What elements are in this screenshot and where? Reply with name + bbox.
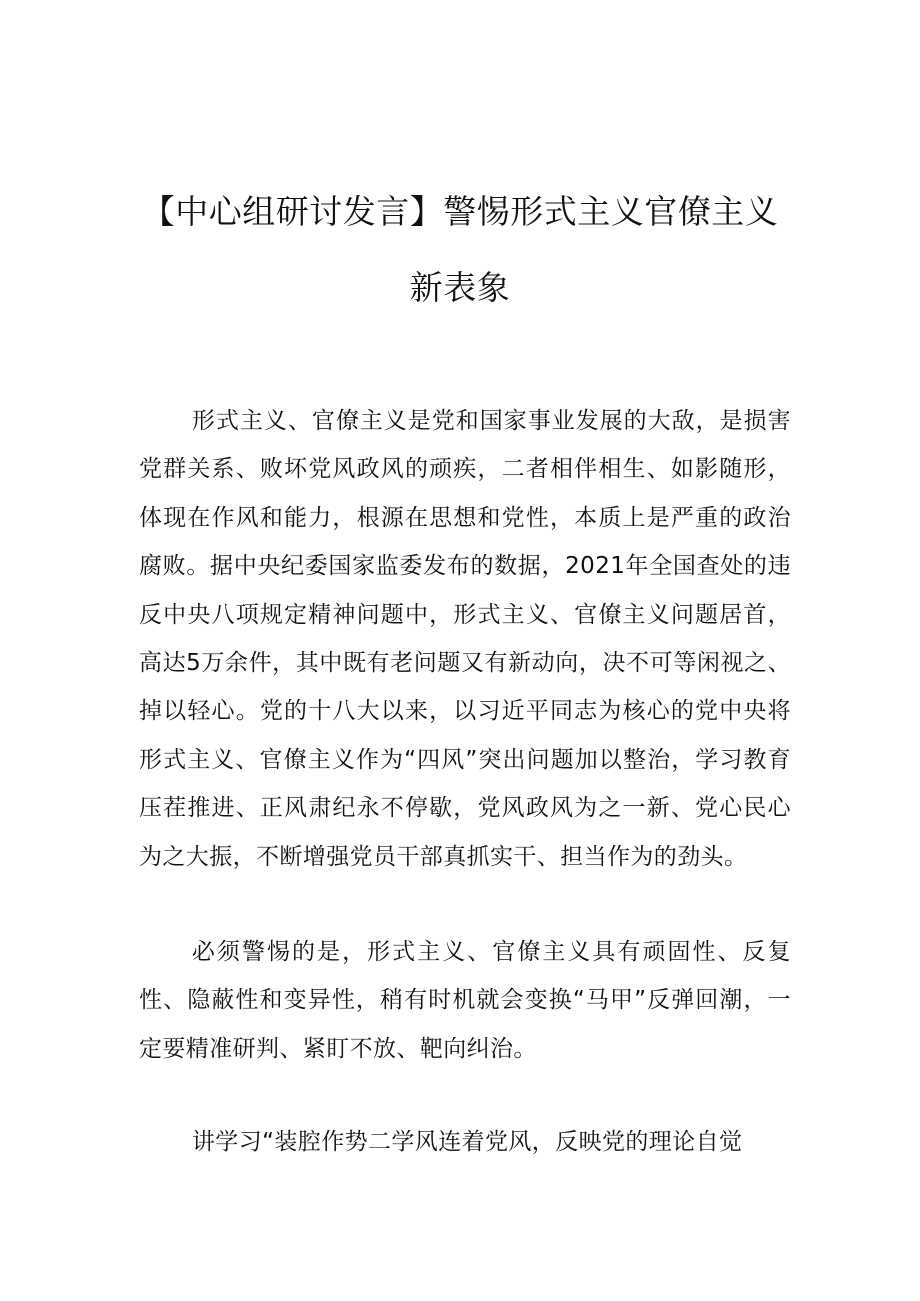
paragraph-2: 必须警惕的是，形式主义、官僚主义具有顽固性、反复性、隐蔽性和变异性，稍有时机就会变换“马甲”反弹回潮，一定要精准研判、紧盯不放、靶向纠治。	[139, 939, 791, 1062]
paragraph-1: 形式主义、官僚主义是党和国家事业发展的大敌，是损害党群关系、败坏党风政风的顽疾，二者相伴相生、如影随形，体现在作风和能力，根源在思想和党性，本质上是严重的政治腐败。据中央纪委国家监委发布的数据，2021年全国查处的违反中央八项规定精神问题中，形式主义、官僚主义问题居首，高达5万余件，其中既有老问题又有新动向，决不可等闲视之、掉以轻心。党的十八大以来，以习近平同志为核心的党中央将形式主义、官僚主义作为“四风”突出问题加以整治，学习教育压茬推进、正风肃纪永不停歇，党风政风为之一新、党心民心为之大振，不断增强党员干部真抓实干、担当作为的劲头。	[139, 408, 791, 870]
paragraph-3: 讲学习“装腔作势二学风连着党风，反映党的理论自觉	[191, 1129, 743, 1155]
document-title-line-2: 新表象	[409, 268, 511, 307]
document-title-line-1: 【中心组研讨发言】警惕形式主义官僚主义	[141, 192, 779, 231]
